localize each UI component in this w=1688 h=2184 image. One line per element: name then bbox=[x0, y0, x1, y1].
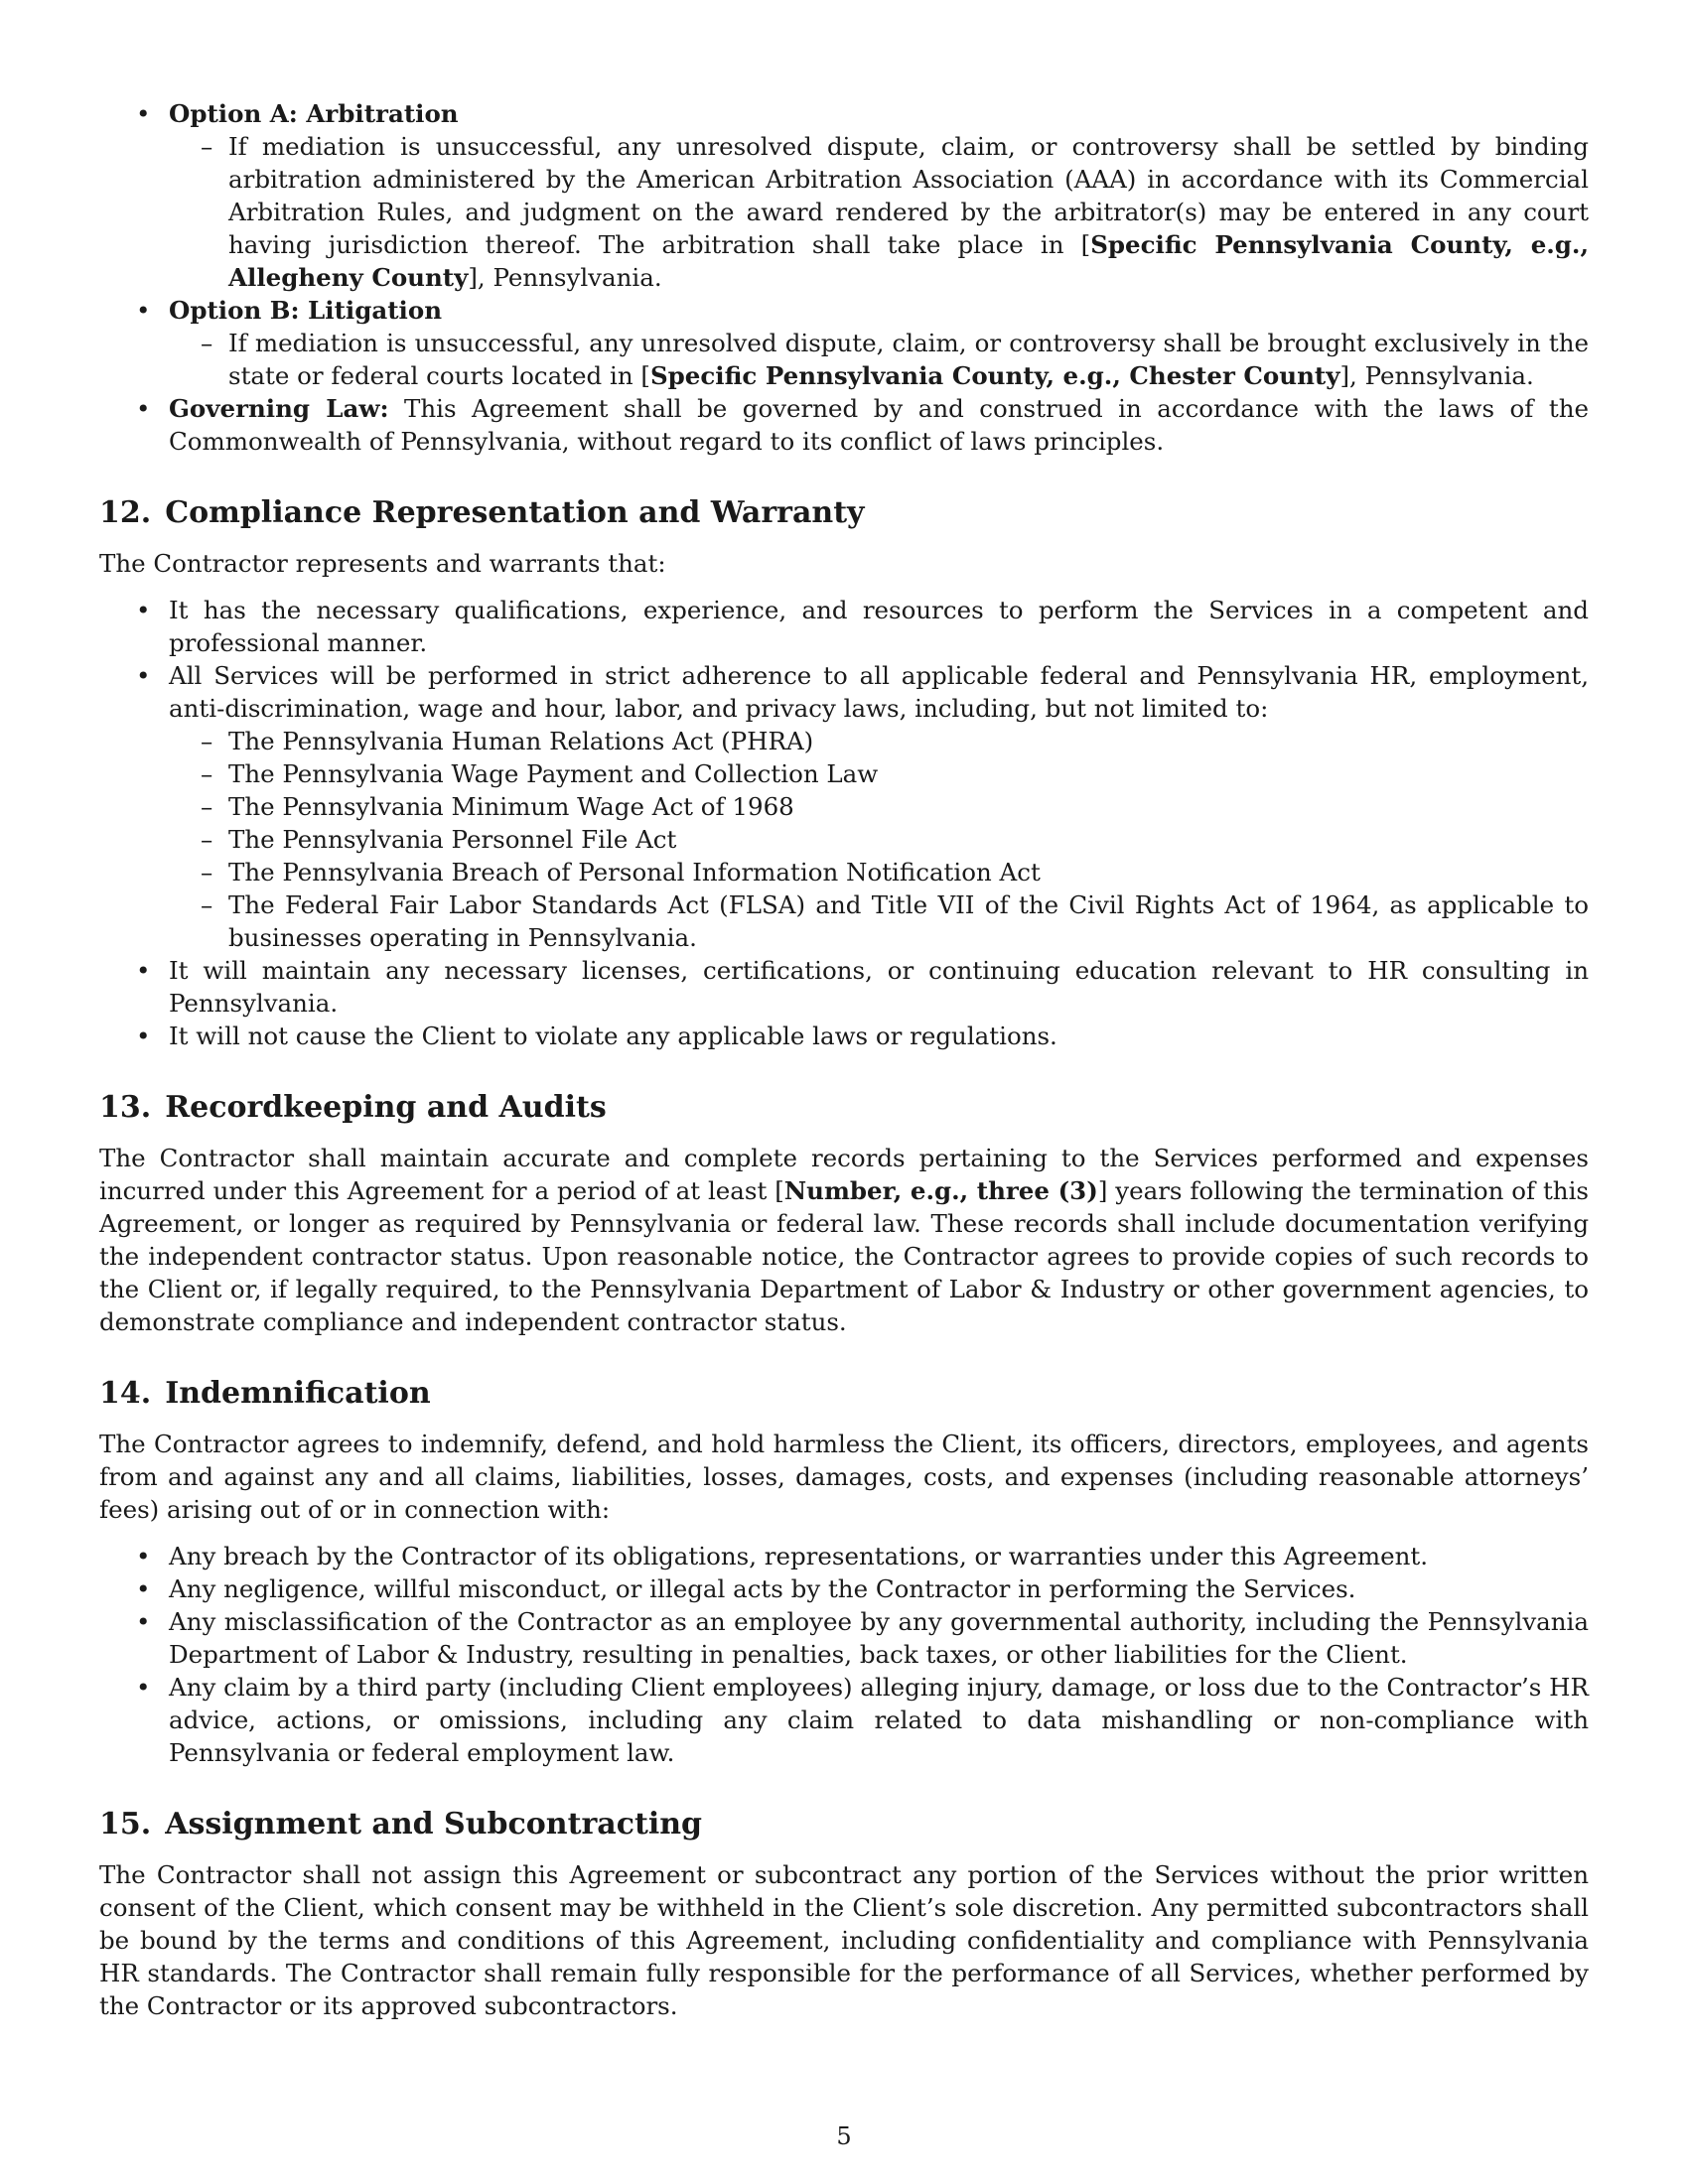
list-item: – If mediation is unsuccessful, any unresolved dispute, claim, or controversy shall be settled by binding arbitration administered by the American Arbitration Association (AAA) in accordance with its Commercial Arbitration Rules, and judgment on the award rendered by the arbitrator(s) may be entered in any court having jurisdiction thereof. The arbitration shall take place in [Specific Pennsylvania County, e.g., Allegheny County], Pennsylvania. bbox=[169, 130, 1589, 294]
section-intro: The Contractor agrees to indemnify, defend, and hold harmless the Client, its officers, directors, employees, and agents from and against any and all claims, liabilities, losses, damages, costs, and expenses (including reasonable attorneys’ fees) arising out of or in connection with: bbox=[99, 1430, 1589, 1524]
list-item: • Any claim by a third party (including Client employees) alleging injury, damage, or loss due to the Contractor’s HR advice, actions, or omissions, including any claim related to data mishandling or non-compliance with Pennsylvania or federal employment law. bbox=[99, 1671, 1589, 1769]
list-item: – The Pennsylvania Minimum Wage Act of 1968 bbox=[169, 790, 1589, 823]
list-item: • It will maintain any necessary licenses, certifications, or continuing education relevant to HR consulting in Pennsylvania. bbox=[99, 954, 1589, 1020]
list-item: • Any misclassification of the Contractor as an employee by any governmental authority, including the Pennsylvania Department of Labor & Industry, resulting in penalties, back taxes, or other liabilities for the Client. bbox=[99, 1605, 1589, 1671]
section-heading: 13. Recordkeeping and Audits bbox=[99, 1090, 607, 1125]
section-heading: 12. Compliance Representation and Warranty bbox=[99, 495, 865, 530]
list-item: • Any negligence, willful misconduct, or illegal acts by the Contractor in performing the Services. bbox=[99, 1572, 1589, 1605]
list-item bbox=[99, 97, 1589, 294]
list-item: – If mediation is unsuccessful, any unresolved dispute, claim, or controversy shall be brought exclusively in the state or federal courts located in [Specific Pennsylvania County, e.g., Chester County], Pennsylvania. bbox=[169, 327, 1589, 392]
list-item: – The Pennsylvania Personnel File Act bbox=[169, 823, 1589, 856]
governing-law-label: Governing Law: bbox=[169, 394, 389, 423]
section-14 bbox=[99, 1374, 1589, 1769]
option-a-label: Option A: Arbitration bbox=[169, 99, 459, 128]
document-page bbox=[99, 97, 1589, 2022]
list-item: – The Pennsylvania Breach of Personal Information Notification Act bbox=[169, 856, 1589, 888]
dispute-options-list bbox=[99, 97, 1589, 458]
list-item: • It has the necessary qualifications, experience, and resources to perform the Services in a competent and professional manner. bbox=[99, 594, 1589, 659]
section-body: The Contractor shall not assign this Agreement or subcontract any portion of the Services without the prior written consent of the Client, which consent may be withheld in the Client’s sole discretion. Any permitted subcontractors shall be bound by the terms and conditions of this Agreement, including confidentiality and compliance with Pennsylvania HR standards. The Contractor shall remain fully responsible for the performance of all Services, whether performed by the Contractor or its approved subcontractors. bbox=[99, 1860, 1589, 2020]
laws-list bbox=[169, 725, 1589, 954]
list-item: – The Pennsylvania Human Relations Act (PHRA) bbox=[169, 725, 1589, 757]
section-13 bbox=[99, 1088, 1589, 1338]
section-12 bbox=[99, 493, 1589, 1052]
section-15 bbox=[99, 1805, 1589, 2022]
option-b-label: Option B: Litigation bbox=[169, 296, 443, 325]
list-item bbox=[99, 294, 1589, 392]
list-item: – The Federal Fair Labor Standards Act (FLSA) and Title VII of the Civil Rights Act of 1964, as applicable to businesses operating in Pennsylvania. bbox=[169, 888, 1589, 954]
section-heading: 15. Assignment and Subcontracting bbox=[99, 1807, 703, 1842]
section-heading: 14. Indemnification bbox=[99, 1376, 431, 1411]
list-item: • It will not cause the Client to violate any applicable laws or regulations. bbox=[99, 1020, 1589, 1052]
list-item: • All Services will be performed in strict adherence to all applicable federal and Pennsylvania HR, employment, anti-discrimination, wage and hour, labor, and privacy laws, including, but not limited to: – The Pennsylvania Human Relations Act (PHRA) – The Pennsylvania Wage Payment and Collection Law – The Pennsylvania Minimum Wage Act of 1968 – The Pennsylvania Personnel File Act – The Pennsylvania Breach of Personal Information Notification Act – The Federal Fair Labor Standards Act (FLSA) and Title VII of the Civil Rights Act of 1964, as applicable to businesses operating in Pennsylvania. bbox=[99, 659, 1589, 954]
section-body: The Contractor shall maintain accurate and complete records pertaining to the Services performed and expenses incurred under this Agreement for a period of at least [Number, e.g., three (3)] years following the termination of this Agreement, or longer as required by Pennsylvania or federal law. These records shall include documentation verifying the independent contractor status. Upon reasonable notice, the Contractor agrees to provide copies of such records to the Client or, if legally required, to the Pennsylvania Department of Labor & Industry or other government agencies, to demonstrate compliance and independent contractor status. bbox=[99, 1144, 1589, 1336]
indemnification-list bbox=[99, 1540, 1589, 1769]
list-item: • Any breach by the Contractor of its obligations, representations, or warranties under this Agreement. bbox=[99, 1540, 1589, 1572]
list-item: – The Pennsylvania Wage Payment and Collection Law bbox=[169, 757, 1589, 790]
warranty-list bbox=[99, 594, 1589, 1052]
list-item: • Governing Law: This Agreement shall be governed by and construed in accordance with the laws of the Commonwealth of Pennsylvania, without regard to its conflict of laws principles. bbox=[99, 392, 1589, 458]
page-number: 5 bbox=[836, 2122, 852, 2150]
section-intro: The Contractor represents and warrants that: bbox=[99, 549, 666, 578]
